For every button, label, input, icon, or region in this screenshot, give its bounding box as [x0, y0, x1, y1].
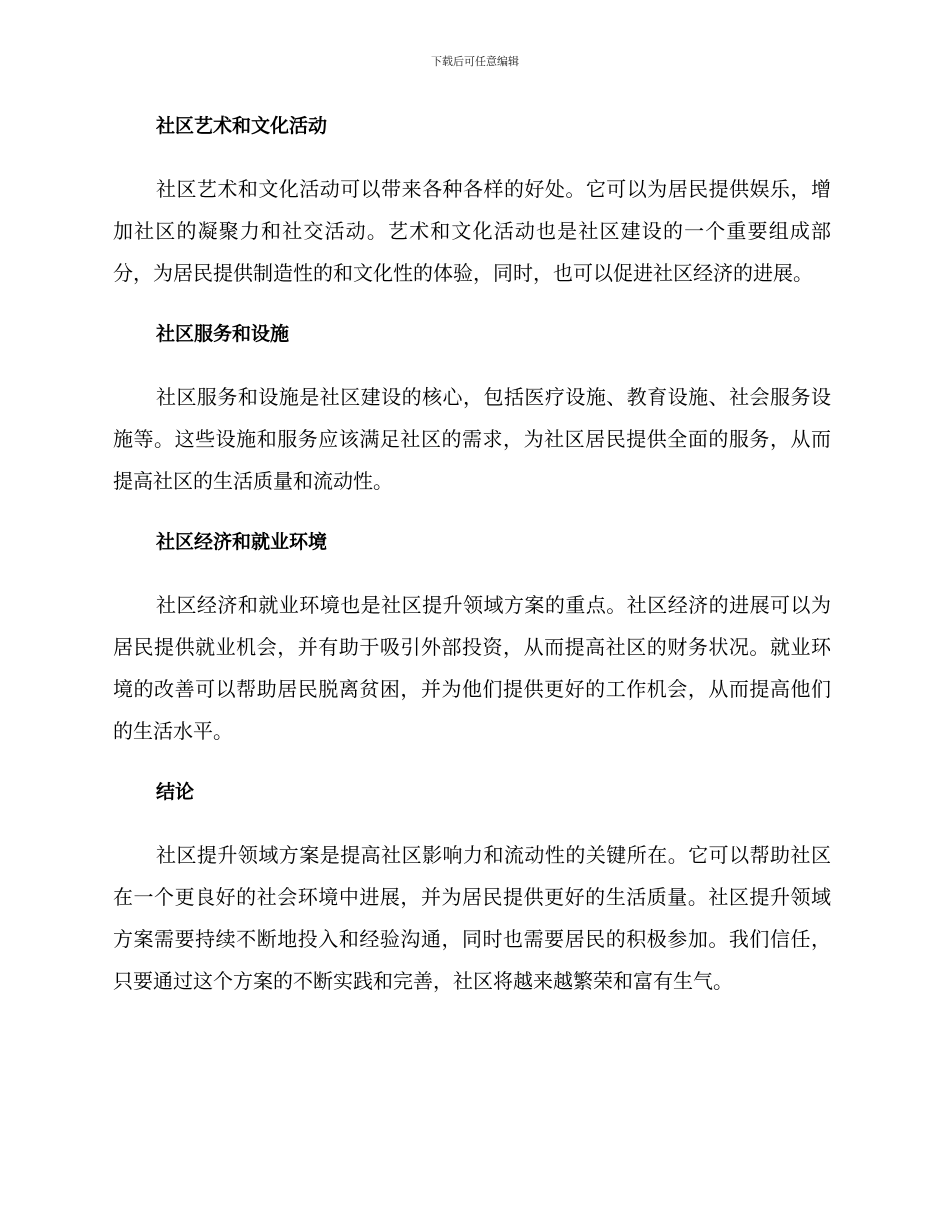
section-paragraph-arts: 社区艺术和文化活动可以带来各种各样的好处。它可以为居民提供娱乐，增加社区的凝聚力和社交活动。艺术和文化活动也是社区建设的一个重要组成部分，为居民提供制造性的和文化性的体验，同时，也可以促进社区经济的进展。 [113, 177, 831, 285]
document-body [113, 112, 831, 1002]
section-paragraph-services: 社区服务和设施是社区建设的核心，包括医疗设施、教育设施、社会服务设施等。这些设施和服务应该满足社区的需求，为社区居民提供全面的服务，从而提高社区的生活质量和流动性。 [113, 385, 831, 493]
section-heading-conclusion: 结论 [156, 781, 195, 803]
section-paragraph-economy: 社区经济和就业环境也是社区提升领域方案的重点。社区经济的进展可以为居民提供就业机会，并有助于吸引外部投资，从而提高社区的财务状况。就业环境的改善可以帮助居民脱离贫困，并为他们提供更好的工作机会，从而提高他们的生活水平。 [113, 593, 831, 743]
section-heading-economy: 社区经济和就业环境 [156, 531, 328, 553]
section-heading-arts: 社区艺术和文化活动 [156, 115, 328, 137]
section-heading-services: 社区服务和设施 [156, 323, 290, 345]
page-header: 下载后可任意编辑 [431, 55, 519, 68]
section-paragraph-conclusion: 社区提升领域方案是提高社区影响力和流动性的关键所在。它可以帮助社区在一个更良好的社会环境中进展，并为居民提供更好的生活质量。社区提升领域方案需要持续不断地投入和经验沟通，同时也需要居民的积极参加。我们信任，只要通过这个方案的不断实践和完善，社区将越来越繁荣和富有生气。 [113, 843, 831, 993]
